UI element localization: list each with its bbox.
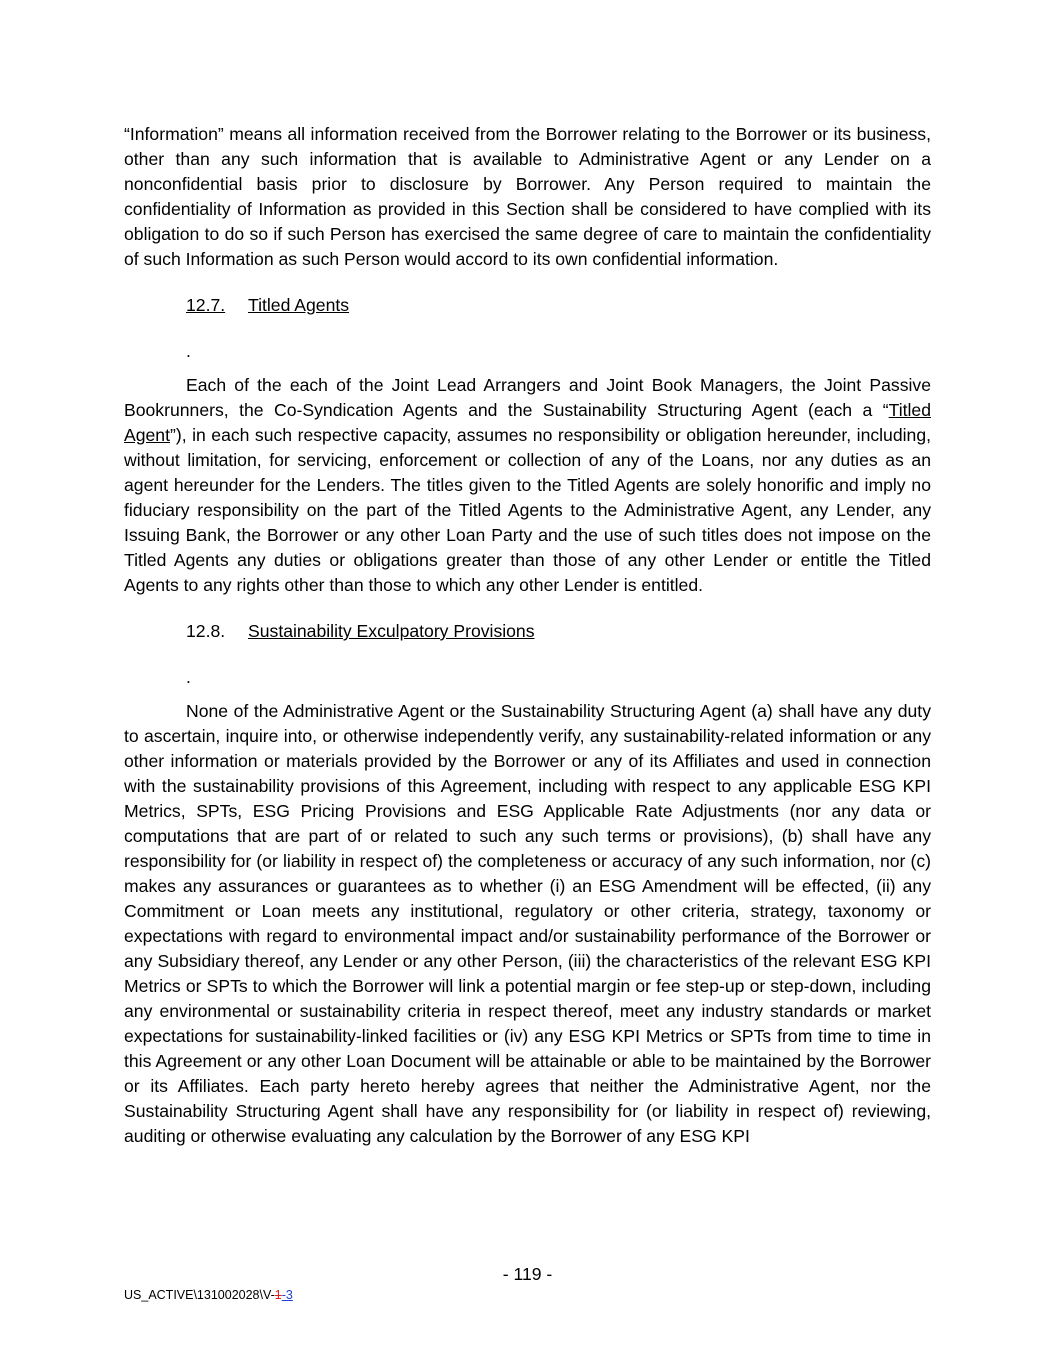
document-id [124,1287,293,1303]
section-12-8-heading [186,619,931,644]
doc-id-deleted-version: 1 [274,1288,282,1302]
section-12-8-body: None of the Administrative Agent or the Sustainability Structuring Agent (a) shall have any duty to ascertain, inquire into, or otherwise independently verify, any sustainability-related information or any other information or materials provided by the Borrower or any of its Affiliates and used in connection with the sustainability provisions of this Agreement, including with respect to any applicable ESG KPI Metrics, SPTs, ESG Pricing Provisions and ESG Applicable Rate Adjustments (nor any data or computations that are part of or related to such any such terms or provisions), (b) shall have any responsibility for (or liability in respect of) the completeness or accuracy of any such information, nor (c) makes any assurances or guarantees as to whether (i) an ESG Amendment will be effected, (ii) any Commitment or Loan meets any institutional, regulatory or other criteria, strategy, taxonomy or expectations with regard to environmental impact and/or sustainability performance of the Borrower or any Subsidiary thereof, any Lender or any other Person, (iii) the characteristics of the relevant ESG KPI Metrics or SPTs to which the Borrower will link a potential margin or fee step-up or step-down, including any environmental or sustainability criteria in respect thereof, meet any industry standards or market expectations for sustainability-linked facilities or (iv) any ESG KPI Metrics or SPTs from time to time in this Agreement or any other Loan Document will be attainable or able to be maintained by the Borrower or its Affiliates. Each party hereto hereby agrees that neither the Administrative Agent, nor the Sustainability Structuring Agent shall have any responsibility for (or liability in respect of) reviewing, auditing or otherwise evaluating any calculation by the Borrower of any ESG KPI [124,701,931,1146]
doc-id-prefix: US_ACTIVE\131002028\V- [124,1288,275,1302]
section-12-7-dot: . [186,341,191,361]
titled-agent-defined-term: Titled Agent [124,400,931,445]
document-page [124,122,931,1149]
page-number: - 119 - [502,1264,553,1284]
section-12-7-number: 12.7. [186,295,226,315]
section-12-8-number: 12.8. [186,621,226,641]
section-12-8-dot: . [186,667,191,687]
section-12-8-title: Sustainability Exculpatory Provisions [248,621,535,641]
section-12-7-body [124,373,931,598]
section-12-7-title: Titled Agents [248,295,350,315]
section-12-7-heading [186,293,931,318]
section-12-7-text-before: Each of the each of the Joint Lead Arrangers and Joint Book Managers, the Joint Passive Bookrunners, the Co-Syndication Agents and the Sustainability Structuring Agent (each a “ [124,375,931,420]
section-12-7-text-after: ”), in each such respective capacity, assumes no responsibility or obligation hereunder, including, without limitation, for servicing, enforcement or collection of any of the Loans, nor any duties as an agent hereunder for the Lenders. The titles given to the Titled Agents are solely honorific and imply no fiduciary responsibility on the part of the Titled Agents to the Administrative Agent, any Lender, any Issuing Bank, the Borrower or any other Loan Party and the use of such titles does not impose on the Titled Agents any duties or obligations greater than those of any other Lender or entitle the Titled Agents to any rights other than those to which any other Lender is entitled. [124,425,931,595]
doc-id-inserted-version: -3 [281,1288,293,1302]
information-definition-paragraph: “Information” means all information received from the Borrower relating to the Borrower or its business, other than any such information that is available to Administrative Agent or any Lender on a nonconfidential basis prior to disclosure by Borrower. Any Person required to maintain the confidentiality of Information as provided in this Section shall be considered to have complied with its obligation to do so if such Person has exercised the same degree of care to maintain the confidentiality of such Information as such Person would accord to its own confidential information. [124,124,931,269]
